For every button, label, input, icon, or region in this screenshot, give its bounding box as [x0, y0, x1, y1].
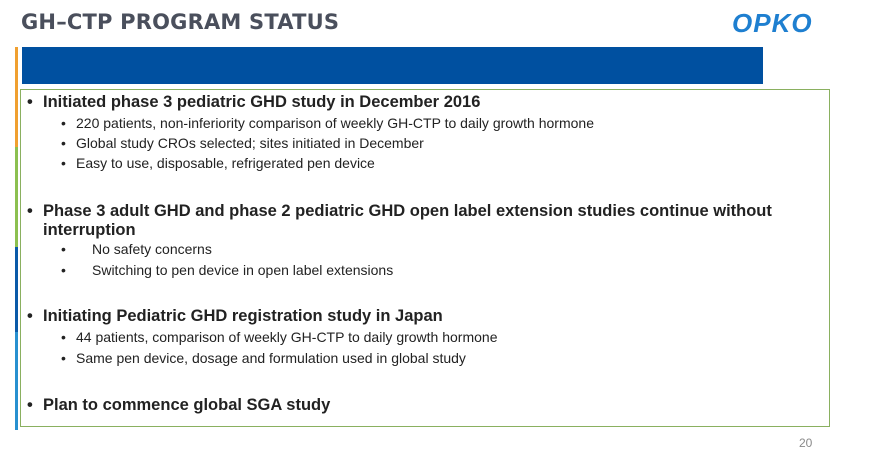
accent-bar-green: [15, 147, 18, 247]
svg-text:OPKO: OPKO: [732, 10, 813, 36]
page-number: 20: [799, 436, 813, 450]
accent-bar-light-blue: [15, 332, 18, 430]
title-banner: [22, 47, 763, 84]
page-title: GH–CTP PROGRAM STATUS: [21, 10, 340, 34]
bullet-dot: •: [27, 93, 33, 111]
bullet-dot: •: [27, 202, 33, 220]
bullet-dot: •: [27, 396, 33, 414]
bullet-dot: •: [61, 155, 66, 171]
sub-bullet-text: Global study CROs selected; sites initiated in December: [76, 135, 424, 151]
bullet-dot: •: [61, 329, 66, 345]
sub-bullet-text: 220 patients, non-inferiority comparison of weekly GH-CTP to daily growth hormone: [76, 115, 594, 131]
sub-bullet-text: 44 patients, comparison of weekly GH-CTP to daily growth hormone: [76, 329, 498, 345]
sub-bullet-text: Easy to use, disposable, refrigerated pen device: [76, 155, 375, 171]
bullet-text: Initiating Pediatric GHD registration study in Japan: [43, 307, 443, 325]
bullet-dot: •: [61, 241, 66, 257]
sub-bullet-text: Switching to pen device in open label extensions: [92, 262, 394, 278]
bullet-text: Phase 3 adult GHD and phase 2 pediatric GHD open label extension studies continue without interruption: [43, 202, 772, 239]
bullet-dot: •: [61, 135, 66, 151]
bullet-dot: •: [27, 307, 33, 325]
bullet-dot: •: [61, 262, 66, 278]
bullet-text: Plan to commence global SGA study: [43, 396, 331, 414]
sub-bullet-text: No safety concerns: [92, 241, 212, 257]
bullet-dot: •: [61, 350, 66, 366]
sub-bullet-text: Same pen device, dosage and formulation used in global study: [76, 350, 466, 366]
accent-bar-blue: [15, 247, 18, 332]
bullet-dot: •: [61, 115, 66, 131]
bullet-text: Initiated phase 3 pediatric GHD study in December 2016: [43, 93, 481, 111]
accent-bar-orange: [15, 47, 18, 147]
opko-logo: [732, 10, 846, 36]
